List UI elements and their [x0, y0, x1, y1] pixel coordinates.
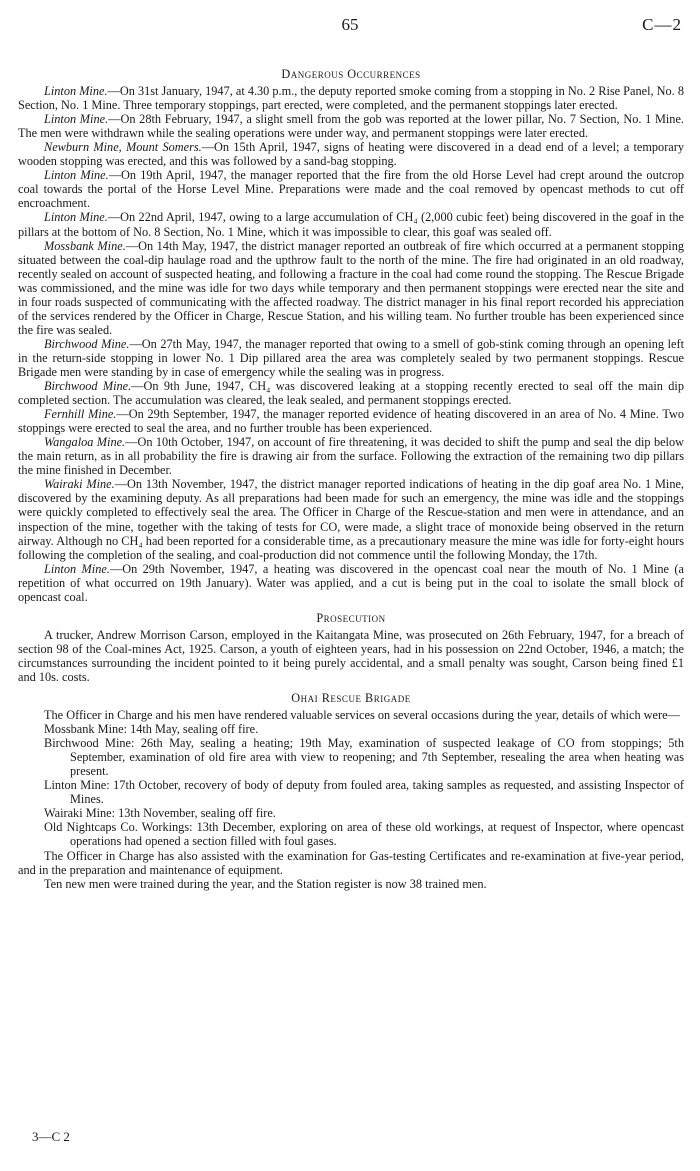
rescue-paragraph-2: The Officer in Charge has also assisted with the examination for Gas-testing Certificates and re-examination at five-year period, and in the preparation and maintenance of equipment.: [18, 848, 684, 877]
list-item: Wairaki Mine: 13th November, sealing off fire.: [44, 806, 276, 821]
occurrence-text: —On 14th May, 1947, the district manager reported an outbreak of fire which occurred at a permanent stopping situated between the coal-dip haulage road and the upthrow fault to the north of the mine. The fire had originated in an old roadway, recently sealed on account of suspected heating, and following a fracture in the coal had come round the stopping. The Rescue Brigade was commissioned, and the mine was idle for two days while temporary and then permanent stoppings were erected near the site and in four roads suspected of communicating with the affected roadway. The district manager in his final report recorded his appreciation of the services rendered by the Officer in Charge, Rescue Station, and his willing team. No further trouble has been experienced since the fire was sealed.: [18, 238, 684, 337]
mine-name: Fernhill Mine.: [44, 407, 117, 422]
list-item: Old Nightcaps Co. Workings: 13th December, exploring on area of these old workings, at request of Inspector, where opencast operations had opened a section filled with foul gases.: [44, 820, 684, 849]
occurrence-text: —On 29th November, 1947, a heating was discovered in the opencast coal near the mouth of No. 1 Mine (a repetition of what occurred on 19th January). Water was applied, and a cut is being put in the coal to isolate the small block of opencast coal.: [18, 561, 684, 604]
footer-signature: 3—C 2: [32, 1129, 70, 1144]
mine-name: Wairaki Mine.: [44, 477, 115, 492]
rescue-list: [18, 722, 684, 848]
section-heading-prosecution: Prosecution: [316, 610, 386, 625]
occurrence-paragraph: [18, 84, 684, 112]
occurrence-list: [18, 84, 684, 604]
occurrence-paragraph: [18, 477, 684, 561]
list-item: Birchwood Mine: 26th May, sealing a heating; 19th May, examination of suspected leakage of CO from stoppings; 5th September, examination of old fire area with view to reopening; and 7th September, resealing the area when heating was present.: [44, 736, 684, 779]
occurrence-text: —On 22nd April, 1947, owing to a large accumulation of CH₄ (2,000 cubic feet) being discovered in the goaf in the pillars at the bottom of No. 8 Section, No. 1 Mine, which it was impossible to clear, this goaf was sealed off.: [18, 210, 684, 239]
list-item: Linton Mine: 17th October, recovery of body of deputy from fouled area, taking samples as requested, and assisting Inspector of Mines.: [44, 778, 684, 807]
list-item: Mossbank Mine: 14th May, sealing off fire.: [44, 722, 259, 737]
mine-name: Linton Mine.: [44, 561, 110, 576]
rescue-paragraph-3: Ten new men were trained during the year, and the Station register is now 38 trained men.: [44, 876, 487, 891]
occurrence-paragraph: [18, 435, 684, 477]
rescue-intro: The Officer in Charge and his men have rendered valuable services on several occasions during the year, details of which were—: [44, 708, 680, 723]
section-heading-dangerous: Dangerous Occurrences: [281, 67, 421, 81]
occurrence-paragraph: [18, 112, 684, 140]
occurrence-paragraph: [18, 168, 684, 210]
occurrence-text: —On 29th September, 1947, the manager reported evidence of heating discovered in an area of No. 4 Mine. Two stoppings were erected to seal the area, and no further trouble has been experienced.: [18, 407, 685, 436]
mine-name: Linton Mine.: [44, 84, 108, 99]
mine-name: Newburn Mine, Mount Somers.: [44, 140, 202, 155]
occurrence-paragraph: [18, 407, 684, 435]
mine-name: Linton Mine.: [44, 210, 108, 225]
occurrence-text: —On 9th June, 1947, CH₄ was discovered leaking at a stopping recently erected to seal off the main dip completed section. The accumulation was cleared, the leak sealed, and permanent stoppings erected.: [18, 379, 684, 408]
prosecution-paragraph: A trucker, Andrew Morrison Carson, employed in the Kaitangata Mine, was prosecuted on 26th February, 1947, for a breach of section 98 of the Coal-mines Act, 1925. Carson, a youth of eighteen years, had in his possession on 22nd October, 1946, a match; the circumstances surrounding the incident pointed to it being purely accidental, and a small penalty was sought, Carson being fined £1 and 10s. costs.: [18, 627, 684, 684]
occurrence-paragraph: [18, 210, 684, 238]
occurrence-paragraph: [18, 562, 684, 604]
mine-name: Linton Mine.: [44, 168, 109, 183]
occurrence-paragraph: [18, 379, 684, 407]
section-heading-rescue: Ohai Rescue Brigade: [291, 691, 411, 706]
page-body: [18, 67, 684, 891]
mine-name: Mossbank Mine.: [44, 238, 126, 253]
occurrence-text: —On 15th April, 1947, signs of heating were discovered in a dead end of a level; a temporary wooden stopping was erected, and this was followed by a sand-bag stopping.: [18, 140, 684, 169]
occurrence-paragraph: [18, 140, 684, 168]
occurrence-text: —On 27th May, 1947, the manager reported that owing to a smell of gob-stink coming through an opening left in the return-side stopping in lower No. 1 Dip pillared area the area was completely sealed by two permanent stoppings. Rescue Brigade men were standing by in case of emergency while the sealing was in progress.: [18, 336, 684, 379]
mine-name: Birchwood Mine.: [44, 379, 132, 394]
occurrence-text: —On 19th April, 1947, the manager reported that the fire from the old Horse Level had crept around the outcrop coal towards the portal of the Horse Level Mine. Preparations were made and the coal removed by opencast methods to cut off encroachment.: [18, 168, 684, 211]
mine-name: Linton Mine.: [44, 112, 109, 127]
page-number: 65: [341, 15, 359, 34]
occurrence-paragraph: [18, 239, 684, 337]
mine-name: Wangaloa Mine.: [44, 435, 126, 450]
occurrence-text: —On 28th February, 1947, a slight smell from the gob was reported at the lower pillar, No. 7 Section, No. 1 Mine. The men were withdrawn while the sealing operations were under way, and permanent stoppings were later erected.: [18, 112, 684, 141]
occurrence-text: —On 31st January, 1947, at 4.30 p.m., the deputy reported smoke coming from a stopping in No. 2 Rise Panel, No. 8 Section, No. 1 Mine. Three temporary stoppings, part erected, were completed, and the permanent stoppings later erected.: [18, 84, 684, 113]
mine-name: Birchwood Mine.: [44, 336, 130, 351]
occurrence-paragraph: [18, 337, 684, 379]
document-code: C—2: [642, 15, 682, 34]
occurrence-text: —On 10th October, 1947, on account of fire threatening, it was decided to shift the pump and seal the dip below the main return, as in all probability the fire is drawing air from the surface. Following the extraction of the remaining two dip pillars the mine finished in December.: [18, 435, 684, 478]
occurrence-text: —On 13th November, 1947, the district manager reported indications of heating in the dip goaf area No. 1 Mine, discovered by the examining deputy. As all preparations had been made for such an emergency, the mine was idle and the stoppings were quickly completed to effectively seal the area. The Officer in Charge of the Rescue-station and men were in attendance, and an inspection of the mine, together with the taking of tests for CO, were made, a slight trace of monoxide being observed in the return airway. Although no CH₄ had been reported for a considerable time, as a precautionary measure the mine was idle for forty-eight hours following the completion of the sealing, and coal-production did not commence until the following Monday, the 17th.: [18, 477, 685, 562]
